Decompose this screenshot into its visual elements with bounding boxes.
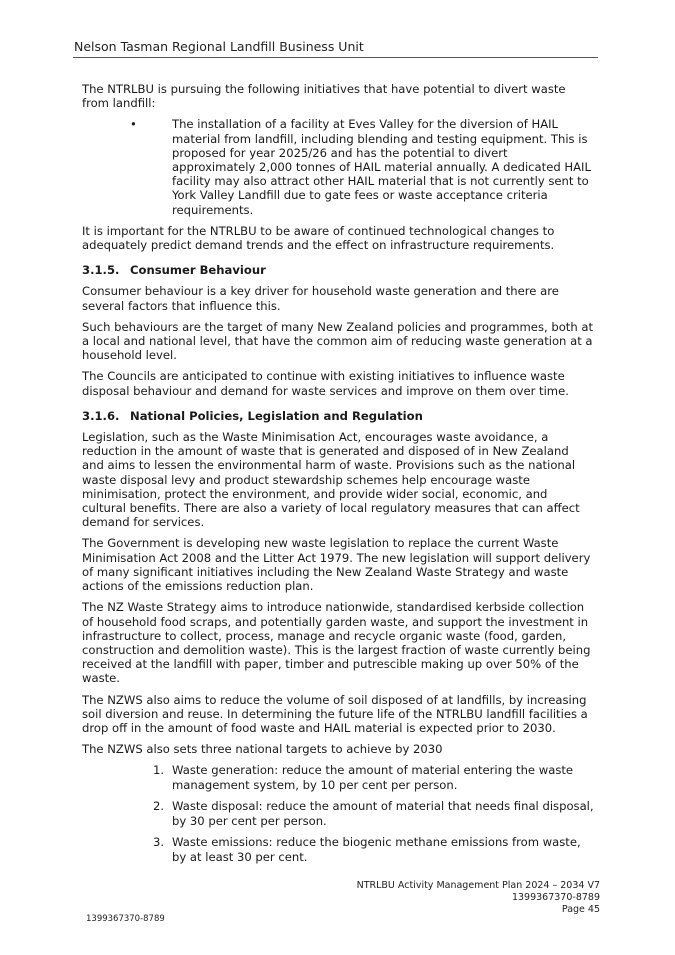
section-title: National Policies, Legislation and Regulation bbox=[130, 408, 423, 423]
list-number: 3. bbox=[153, 835, 165, 850]
list-number: 1. bbox=[153, 763, 165, 778]
header-divider bbox=[73, 57, 598, 58]
list-number: 2. bbox=[153, 799, 165, 814]
paragraph: Such behaviours are the target of many New Zealand policies and programmes, both at a local and national level, that have the common aim of reducing waste generation at a household level. bbox=[82, 319, 594, 363]
section-number: 3.1.5. bbox=[82, 263, 120, 278]
document-id: 1399367370-8789 bbox=[86, 914, 165, 924]
footer-reference: 1399367370-8789 bbox=[511, 892, 600, 904]
section-title: Consumer Behaviour bbox=[130, 263, 266, 278]
paragraph: Legislation, such as the Waste Minimisation Act, encourages waste avoidance, a reduction in the amount of waste that is generated and disposed of in New Zealand and aims to lessen the environmental harm of waste. Provisions such as the national waste disposal levy and product stewardship schemes help encourage waste minimisation, protect the environment, and provide wider social, economic, and cultural benefits. There are also a variety of local regulatory measures that can affect demand for services. bbox=[82, 430, 580, 530]
list-item bbox=[153, 835, 594, 865]
bullet-marker: • bbox=[130, 117, 137, 132]
list-item bbox=[153, 799, 594, 829]
section-heading-315 bbox=[82, 263, 594, 277]
running-header: Nelson Tasman Regional Landfill Business Unit bbox=[74, 39, 364, 54]
paragraph: Consumer behaviour is a key driver for household waste generation and there are several factors that influence this. bbox=[82, 284, 559, 313]
paragraph: The NZWS also sets three national targets to achieve by 2030 bbox=[82, 742, 443, 757]
list-text: Waste generation: reduce the amount of material entering the waste management system, by 10 per cent per person. bbox=[172, 763, 574, 793]
paragraph: The Councils are anticipated to continue with existing initiatives to influence waste disposal behaviour and demand for waste services and improve on them over time. bbox=[82, 369, 569, 398]
page-footer bbox=[357, 880, 600, 917]
list-item bbox=[153, 763, 594, 793]
paragraph: It is important for the NTRLBU to be aware of continued technological changes to adequately predict demand trends and the effect on infrastructure requirements. bbox=[82, 223, 555, 253]
bullet-text: The installation of a facility at Eves Valley for the diversion of HAIL material from landfill, including blending and testing equipment. This is proposed for year 2025/26 and has the potential to divert approximately 2,000 tonnes of HAIL material annually. A dedicated HAIL facility may also attract other HAIL material that is not currently sent to York Valley Landfill due to gate fees or waste acceptance criteria requirements. bbox=[172, 117, 591, 217]
footer-plan-title: NTRLBU Activity Management Plan 2024 – 2034 V7 bbox=[356, 880, 600, 891]
page-number: Page 45 bbox=[561, 904, 600, 916]
targets-list bbox=[82, 763, 594, 865]
list-item bbox=[130, 117, 594, 217]
paragraph: The NZWS also aims to reduce the volume of soil disposed of at landfills, by increasing soil diversion and reuse. In determining the future life of the NTRLBU landfill facilities a drop off in the amount of food waste and HAIL material is expected prior to 2030. bbox=[82, 692, 588, 735]
section-number: 3.1.6. bbox=[82, 408, 120, 423]
paragraph: The NZ Waste Strategy aims to introduce nationwide, standardised kerbside collection of household food scraps, and potentially garden waste, and support the investment in infrastructure to collect, process, manage and recycle organic waste (food, garden, construction and demolition waste). This is the largest fraction of waste currently being received at the landfill with paper, timber and putrescible making up over 50% of the waste. bbox=[82, 600, 591, 686]
list-text: Waste disposal: reduce the amount of material that needs final disposal, by 30 per cent per person. bbox=[172, 799, 594, 829]
section-heading-316 bbox=[82, 409, 594, 423]
list-text: Waste emissions: reduce the biogenic methane emissions from waste, by at least 30 per cent. bbox=[172, 835, 581, 865]
intro-paragraph: The NTRLBU is pursuing the following initiatives that have potential to divert waste from landfill: bbox=[82, 82, 566, 111]
paragraph: The Government is developing new waste legislation to replace the current Waste Minimisation Act 2008 and the Litter Act 1979. The new legislation will support delivery of many significant initiatives including the New Zealand Waste Strategy and waste actions of the emissions reduction plan. bbox=[82, 536, 591, 594]
page-body bbox=[82, 82, 594, 871]
